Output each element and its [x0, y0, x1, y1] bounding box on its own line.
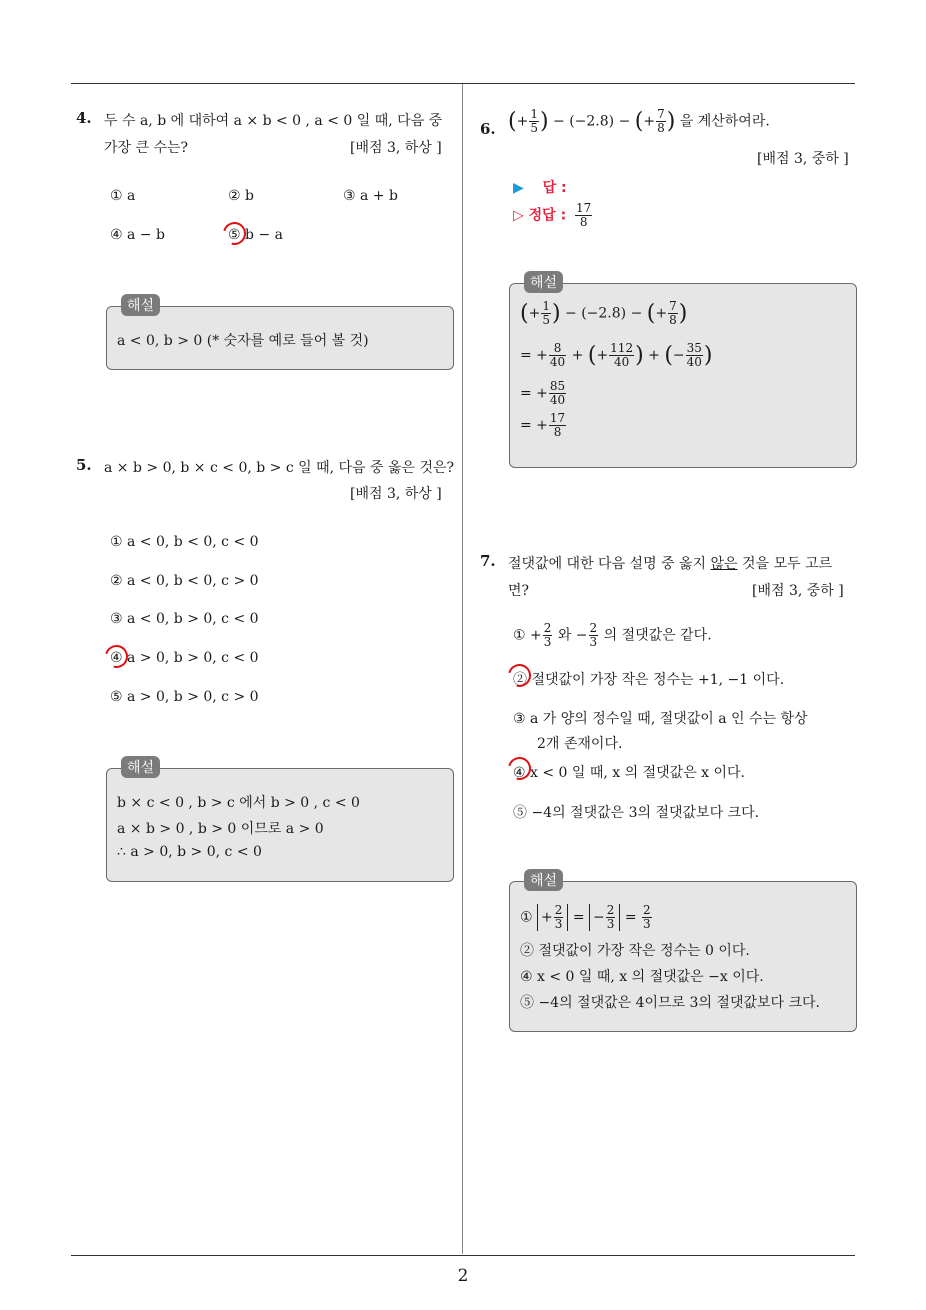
q6-number: 6. [480, 120, 496, 138]
q7-question-line2: 면? [508, 583, 530, 599]
q7-option-2-text: 절댓값이 가장 작은 정수는 +1, −1 이다. [531, 672, 785, 688]
q7-option-1-tail: 와 [557, 627, 572, 644]
q6-solution-box [509, 275, 857, 468]
q4-score: [배점 3, 하상 ] [350, 140, 442, 156]
q5-option-3[interactable]: ③ a < 0, b > 0, c < 0 [110, 611, 259, 627]
q4-solution-box [106, 298, 454, 370]
q7-question-line1-b: 것을 모두 고르 [737, 556, 833, 572]
q7-option-4[interactable]: ④ x < 0 일 때, x 의 절댓값은 x 이다. [513, 765, 746, 781]
q7-option-3-line2: 2개 존재이다. [537, 736, 623, 752]
q7-question-underlined-word: 않은 [710, 556, 738, 572]
column-divider [462, 84, 463, 1254]
bottom-rule [71, 1255, 855, 1256]
q6-solution-line1: (+ $\frac{1}{5}$ ) − (−2.8) − (+ $\frac{7}{8}$ ) [520, 299, 688, 327]
q4-option-4[interactable]: ④ a − b [110, 227, 165, 243]
q5-correct-circle-mark [101, 641, 132, 672]
q5-solution-line3: ∴ a > 0, b > 0, c < 0 [117, 844, 262, 860]
q6-answer-row[interactable] [513, 177, 567, 197]
q5-option-1[interactable]: ① a < 0, b < 0, c < 0 [110, 534, 259, 550]
q5-score: [배점 3, 하상 ] [350, 486, 442, 502]
q4-question-line1: 두 수 a, b 에 대하여 a × b < 0 , a < 0 일 때, 다음 중 [104, 113, 443, 129]
q7-solution-box [509, 873, 857, 1032]
q6-solution-line4: = + $\frac{17}{8}$ [520, 411, 566, 439]
q6-answer-label: 답 : [542, 180, 567, 196]
q7-solution-line2: ② 절댓값이 가장 작은 정수는 0 이다. [520, 943, 750, 959]
q6-correct-answer-row [513, 202, 593, 229]
q5-question-line1: a × b > 0, b × c < 0, b > c 일 때, 다음 중 옳은 것은? [104, 460, 455, 476]
q7-question-line1-a: 절댓값에 대한 다음 설명 중 옳지 [508, 556, 711, 572]
q6-expression-tail: 을 계산하여라. [679, 113, 770, 130]
q5-solution-line1: b × c < 0 , b > c 에서 b > 0 , c < 0 [117, 795, 360, 811]
q6-expression: (+ $\frac{1}{5}$ ) − (−2.8) − (+ $\frac{7}{8}$ ) 을 계산하여라. [508, 107, 770, 135]
q5-solution-box [106, 760, 454, 882]
q6-correct-denominator: 8 [579, 215, 588, 229]
q4-solution-line1: a < 0, b > 0 (* 숫자를 예로 들어 볼 것) [117, 333, 369, 349]
q4-option-3[interactable]: ③ a + b [343, 188, 398, 204]
q5-solution-line2: a × b > 0 , b > 0 이므로 a > 0 [117, 821, 324, 837]
q5-solution-tag: 해설 [121, 756, 160, 778]
q7-number: 7. [480, 552, 496, 570]
q7-option-4-text: x < 0 일 때, x 의 절댓값은 x 이다. [530, 765, 746, 781]
q6-solution-line2: = + $\frac{8}{40}$ + (+ $\frac{112}{40}$ ) + (− $\frac{35}{40}$ ) [520, 341, 713, 369]
q7-solution-line3: ④ x < 0 일 때, x 의 절댓값은 −x 이다. [520, 969, 764, 985]
q5-number: 5. [76, 456, 92, 474]
q6-score: [배점 3, 중하 ] [757, 151, 849, 167]
q4-number: 4. [76, 109, 92, 127]
q6-correct-fraction [575, 202, 592, 229]
q7-question-line1 [508, 553, 832, 573]
q7-option-3[interactable]: ③ a 가 양의 정수일 때, 절댓값이 a 인 수는 항상 [513, 711, 808, 727]
q4-question-line2: 가장 큰 수는? [104, 140, 189, 156]
q5-option-5[interactable]: ⑤ a > 0, b > 0, c > 0 [110, 689, 259, 705]
q4-option-5[interactable]: ⑤ b − a [228, 227, 283, 243]
q7-solution-line4: ⑤ −4의 절댓값은 4이므로 3의 절댓값보다 크다. [520, 995, 820, 1011]
q7-option-1[interactable]: ① + $\frac{2}{3}$ 와 − $\frac{2}{3}$ 의 절댓값은 같다. [513, 621, 712, 649]
q6-solution-tag: 해설 [524, 271, 563, 293]
q4-option-1[interactable]: ① a [110, 188, 136, 204]
q4-option-2[interactable]: ② b [228, 188, 254, 204]
q6-answer-play-icon: ▶ [513, 180, 524, 196]
q7-option-1-tail2: 의 절댓값은 같다. [603, 627, 712, 644]
q4-correct-circle-mark [219, 218, 250, 249]
q7-score: [배점 3, 중하 ] [752, 583, 844, 599]
q4-solution-tag: 해설 [121, 294, 160, 316]
q6-correct-numerator: 17 [576, 201, 592, 215]
q7-option-5[interactable]: ⑤ −4의 절댓값은 3의 절댓값보다 크다. [513, 805, 760, 821]
q6-correct-label: ▷ 정답 : [513, 207, 567, 224]
q5-option-2[interactable]: ② a < 0, b < 0, c > 0 [110, 573, 259, 589]
q7-solution-line1: ① + $\frac{2}{3}$ = − $\frac{2}{3}$ = $\frac{2}{3}$ [520, 903, 651, 931]
q7-solution-tag: 해설 [524, 869, 563, 891]
page-number: 2 [457, 1266, 469, 1286]
q6-solution-line3: = + $\frac{85}{40}$ [520, 379, 566, 407]
q5-option-4[interactable]: ④ a > 0, b > 0, c < 0 [110, 650, 259, 666]
top-rule [71, 83, 855, 84]
q6-expression-middle: − (−2.8) − [553, 113, 631, 130]
q7-option-2[interactable]: ② 절댓값이 가장 작은 정수는 +1, −1 이다. [513, 672, 785, 688]
